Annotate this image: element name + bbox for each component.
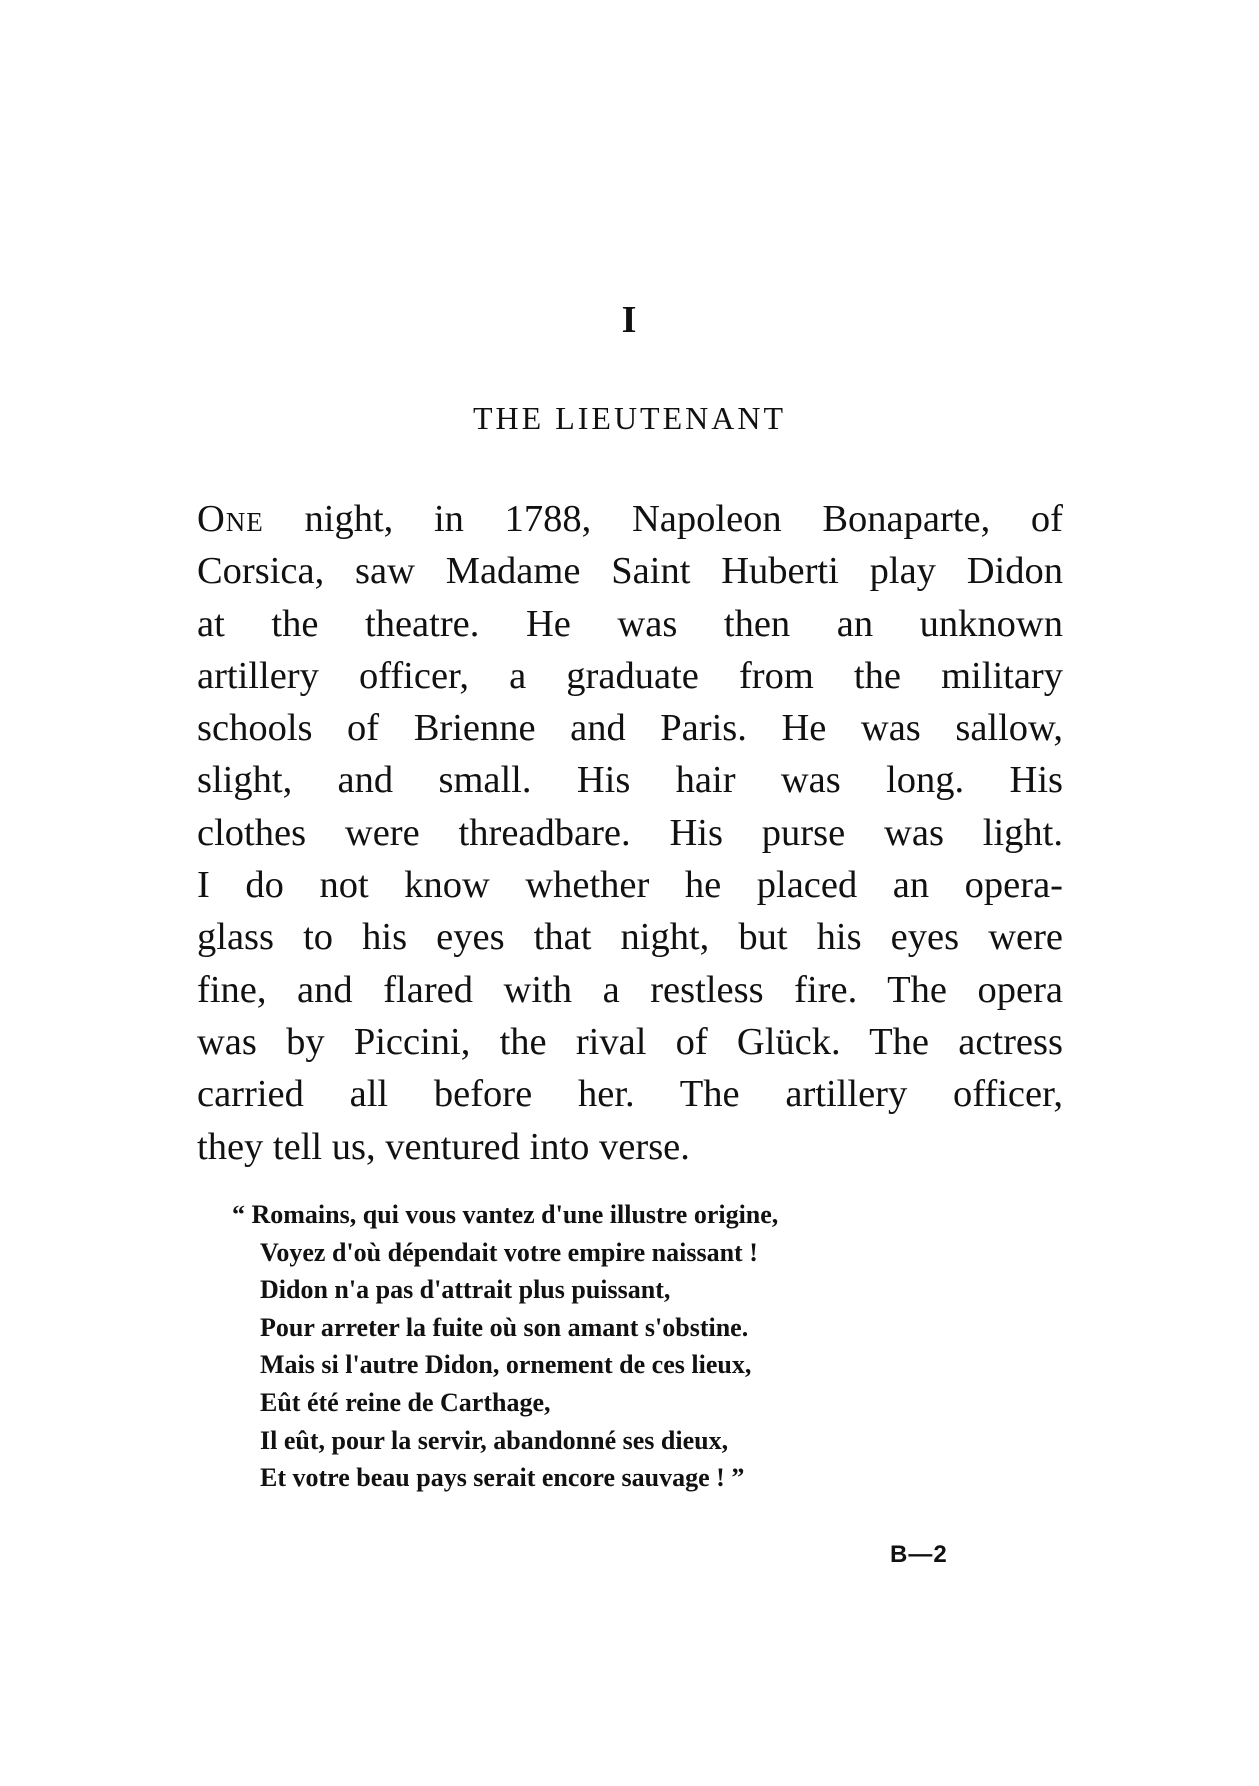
body-line: slight, and small. His hair was long. His	[197, 759, 1063, 802]
body-line: fine, and flared with a restless fire. The opera	[197, 968, 1063, 1011]
poem-line: Didon n'a pas d'attrait plus puissant,	[260, 1275, 671, 1305]
chapter-title: THE LIEUTENANT	[472, 400, 787, 436]
body-line: carried all before her. The artillery officer,	[197, 1073, 1063, 1116]
body-paragraph	[197, 493, 1063, 1173]
body-line: clothes were threadbare. His purse was light.	[197, 811, 1063, 854]
body-line	[197, 493, 1063, 545]
signature-mark: B—2	[890, 1541, 948, 1568]
poem-line: Pour arreter la fuite où son amant s'obstine.	[260, 1312, 749, 1342]
body-line: glass to his eyes that night, but his eyes were	[197, 916, 1063, 959]
first-word: One	[197, 498, 264, 540]
poem-line: “ Romains, qui vous vantez d'une illustre origine,	[232, 1200, 779, 1229]
body-line-text: night, in 1788, Napoleon Bonaparte, of	[263, 498, 1063, 540]
poem-line: Il eût, pour la servir, abandonné ses dieux,	[260, 1425, 729, 1455]
chapter-number: I	[621, 299, 638, 341]
body-line: schools of Brienne and Paris. He was sallow,	[197, 707, 1063, 750]
body-line: Corsica, saw Madame Saint Huberti play Didon	[197, 550, 1063, 593]
poem-line: Voyez d'où dépendait votre empire naissant !	[260, 1237, 758, 1267]
body-line: artillery officer, a graduate from the military	[197, 654, 1063, 697]
poem-line: Mais si l'autre Didon, ornement de ces lieux,	[260, 1350, 752, 1380]
poem-line: Et votre beau pays serait encore sauvage ! ”	[260, 1463, 745, 1493]
verse-quotation	[232, 1196, 992, 1497]
body-line: was by Piccini, the rival of Glück. The actress	[197, 1020, 1063, 1063]
body-line: they tell us, ventured into verse.	[197, 1125, 690, 1168]
body-line: at the theatre. He was then an unknown	[197, 602, 1063, 645]
body-line: I do not know whether he placed an opera-	[197, 864, 1063, 907]
poem-line: Eût été reine de Carthage,	[260, 1387, 551, 1417]
